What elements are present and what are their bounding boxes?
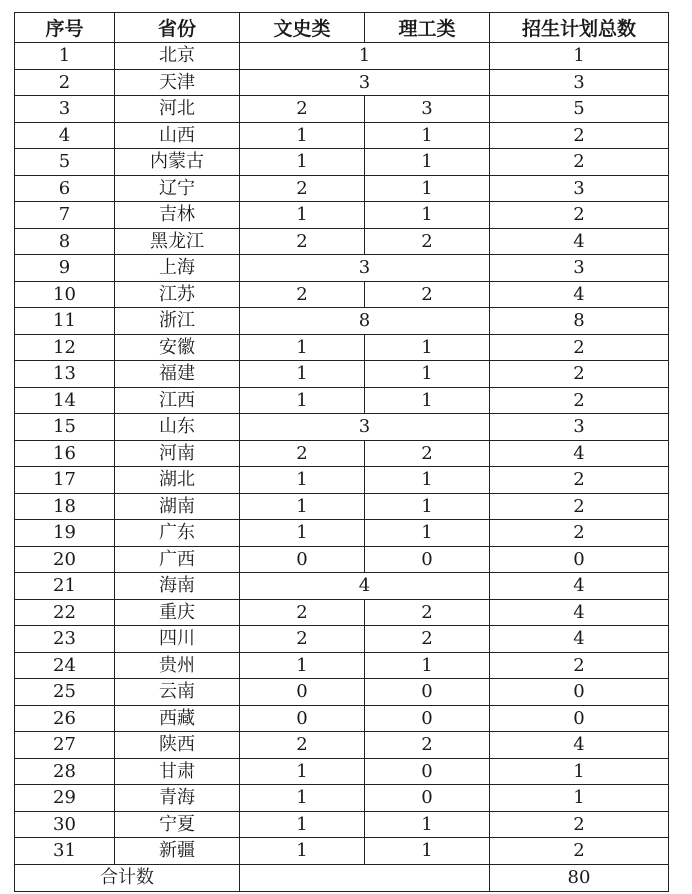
row-science-cell: 2 bbox=[365, 228, 490, 255]
row-total-cell: 1 bbox=[490, 758, 669, 785]
row-liberal-arts-cell: 2 bbox=[240, 440, 365, 467]
row-total-cell: 3 bbox=[490, 414, 669, 441]
row-total-cell: 4 bbox=[490, 228, 669, 255]
row-total-cell: 4 bbox=[490, 626, 669, 653]
row-liberal-arts-cell: 2 bbox=[240, 732, 365, 759]
row-province-cell: 山西 bbox=[115, 122, 240, 149]
total-empty-cell bbox=[240, 864, 490, 891]
row-liberal-arts-cell: 1 bbox=[240, 122, 365, 149]
table-row bbox=[15, 467, 669, 494]
row-science-cell: 1 bbox=[365, 202, 490, 229]
row-total-cell: 2 bbox=[490, 520, 669, 547]
row-total-cell: 3 bbox=[490, 255, 669, 282]
row-index-cell: 6 bbox=[15, 175, 115, 202]
row-province-cell: 河北 bbox=[115, 96, 240, 123]
row-index-cell: 12 bbox=[15, 334, 115, 361]
row-combined-plan-cell: 8 bbox=[240, 308, 490, 335]
header-index: 序号 bbox=[15, 13, 115, 43]
row-index-cell: 22 bbox=[15, 599, 115, 626]
table-row bbox=[15, 228, 669, 255]
row-total-cell: 3 bbox=[490, 175, 669, 202]
row-liberal-arts-cell: 1 bbox=[240, 758, 365, 785]
row-province-cell: 四川 bbox=[115, 626, 240, 653]
row-liberal-arts-cell: 1 bbox=[240, 493, 365, 520]
table-row bbox=[15, 493, 669, 520]
table-body bbox=[15, 43, 669, 865]
row-province-cell: 安徽 bbox=[115, 334, 240, 361]
row-province-cell: 海南 bbox=[115, 573, 240, 600]
row-province-cell: 湖北 bbox=[115, 467, 240, 494]
row-total-cell: 2 bbox=[490, 122, 669, 149]
row-liberal-arts-cell: 0 bbox=[240, 546, 365, 573]
row-liberal-arts-cell: 0 bbox=[240, 679, 365, 706]
row-province-cell: 新疆 bbox=[115, 838, 240, 865]
row-liberal-arts-cell: 1 bbox=[240, 202, 365, 229]
row-science-cell: 1 bbox=[365, 467, 490, 494]
table-row bbox=[15, 334, 669, 361]
row-index-cell: 7 bbox=[15, 202, 115, 229]
row-index-cell: 31 bbox=[15, 838, 115, 865]
row-total-cell: 2 bbox=[490, 361, 669, 388]
row-science-cell: 1 bbox=[365, 175, 490, 202]
row-province-cell: 山东 bbox=[115, 414, 240, 441]
row-total-cell: 8 bbox=[490, 308, 669, 335]
row-total-cell: 2 bbox=[490, 467, 669, 494]
row-science-cell: 1 bbox=[365, 520, 490, 547]
row-science-cell: 0 bbox=[365, 679, 490, 706]
table-row bbox=[15, 96, 669, 123]
table-row bbox=[15, 414, 669, 441]
table-row bbox=[15, 520, 669, 547]
row-total-cell: 0 bbox=[490, 546, 669, 573]
row-science-cell: 2 bbox=[365, 599, 490, 626]
row-liberal-arts-cell: 1 bbox=[240, 520, 365, 547]
row-index-cell: 3 bbox=[15, 96, 115, 123]
table-row bbox=[15, 811, 669, 838]
row-province-cell: 广西 bbox=[115, 546, 240, 573]
row-combined-plan-cell: 3 bbox=[240, 69, 490, 96]
table-row bbox=[15, 599, 669, 626]
row-total-cell: 2 bbox=[490, 387, 669, 414]
table-row bbox=[15, 308, 669, 335]
table-row bbox=[15, 149, 669, 176]
row-total-cell: 0 bbox=[490, 705, 669, 732]
row-province-cell: 青海 bbox=[115, 785, 240, 812]
row-liberal-arts-cell: 2 bbox=[240, 626, 365, 653]
row-index-cell: 14 bbox=[15, 387, 115, 414]
row-province-cell: 江西 bbox=[115, 387, 240, 414]
table-row bbox=[15, 626, 669, 653]
table-row bbox=[15, 652, 669, 679]
row-total-cell: 1 bbox=[490, 43, 669, 70]
row-combined-plan-cell: 4 bbox=[240, 573, 490, 600]
row-liberal-arts-cell: 1 bbox=[240, 149, 365, 176]
row-combined-plan-cell: 1 bbox=[240, 43, 490, 70]
row-total-cell: 2 bbox=[490, 652, 669, 679]
row-total-cell: 2 bbox=[490, 334, 669, 361]
total-value: 80 bbox=[490, 864, 669, 891]
table-row bbox=[15, 255, 669, 282]
row-index-cell: 4 bbox=[15, 122, 115, 149]
row-index-cell: 2 bbox=[15, 69, 115, 96]
row-science-cell: 2 bbox=[365, 440, 490, 467]
row-science-cell: 1 bbox=[365, 387, 490, 414]
row-liberal-arts-cell: 1 bbox=[240, 387, 365, 414]
row-index-cell: 27 bbox=[15, 732, 115, 759]
row-science-cell: 1 bbox=[365, 334, 490, 361]
row-liberal-arts-cell: 2 bbox=[240, 228, 365, 255]
row-province-cell: 浙江 bbox=[115, 308, 240, 335]
row-index-cell: 24 bbox=[15, 652, 115, 679]
row-province-cell: 江苏 bbox=[115, 281, 240, 308]
row-liberal-arts-cell: 1 bbox=[240, 467, 365, 494]
row-province-cell: 广东 bbox=[115, 520, 240, 547]
row-index-cell: 18 bbox=[15, 493, 115, 520]
row-index-cell: 29 bbox=[15, 785, 115, 812]
row-province-cell: 天津 bbox=[115, 69, 240, 96]
row-province-cell: 陕西 bbox=[115, 732, 240, 759]
table-total-row bbox=[15, 864, 669, 891]
header-science-engineering: 理工类 bbox=[365, 13, 490, 43]
row-total-cell: 4 bbox=[490, 732, 669, 759]
row-science-cell: 3 bbox=[365, 96, 490, 123]
row-science-cell: 0 bbox=[365, 758, 490, 785]
row-index-cell: 15 bbox=[15, 414, 115, 441]
table-row bbox=[15, 705, 669, 732]
row-total-cell: 2 bbox=[490, 149, 669, 176]
total-label: 合计数 bbox=[15, 864, 240, 891]
row-index-cell: 25 bbox=[15, 679, 115, 706]
row-index-cell: 8 bbox=[15, 228, 115, 255]
row-province-cell: 云南 bbox=[115, 679, 240, 706]
row-science-cell: 2 bbox=[365, 281, 490, 308]
row-index-cell: 30 bbox=[15, 811, 115, 838]
row-province-cell: 上海 bbox=[115, 255, 240, 282]
row-province-cell: 北京 bbox=[115, 43, 240, 70]
table-row bbox=[15, 785, 669, 812]
table-row bbox=[15, 679, 669, 706]
row-total-cell: 4 bbox=[490, 281, 669, 308]
row-total-cell: 4 bbox=[490, 440, 669, 467]
row-science-cell: 2 bbox=[365, 732, 490, 759]
row-liberal-arts-cell: 1 bbox=[240, 361, 365, 388]
row-science-cell: 2 bbox=[365, 626, 490, 653]
row-science-cell: 0 bbox=[365, 785, 490, 812]
row-total-cell: 5 bbox=[490, 96, 669, 123]
row-science-cell: 0 bbox=[365, 705, 490, 732]
row-total-cell: 2 bbox=[490, 493, 669, 520]
row-index-cell: 20 bbox=[15, 546, 115, 573]
row-total-cell: 2 bbox=[490, 811, 669, 838]
table-row bbox=[15, 202, 669, 229]
row-index-cell: 28 bbox=[15, 758, 115, 785]
table-row bbox=[15, 838, 669, 865]
row-liberal-arts-cell: 2 bbox=[240, 599, 365, 626]
row-science-cell: 0 bbox=[365, 546, 490, 573]
row-province-cell: 甘肃 bbox=[115, 758, 240, 785]
header-liberal-arts: 文史类 bbox=[240, 13, 365, 43]
table-row bbox=[15, 387, 669, 414]
row-liberal-arts-cell: 2 bbox=[240, 96, 365, 123]
row-index-cell: 5 bbox=[15, 149, 115, 176]
table-row bbox=[15, 758, 669, 785]
row-liberal-arts-cell: 1 bbox=[240, 652, 365, 679]
row-index-cell: 13 bbox=[15, 361, 115, 388]
row-total-cell: 4 bbox=[490, 573, 669, 600]
row-index-cell: 10 bbox=[15, 281, 115, 308]
row-province-cell: 河南 bbox=[115, 440, 240, 467]
header-province: 省份 bbox=[115, 13, 240, 43]
table-row bbox=[15, 43, 669, 70]
row-liberal-arts-cell: 0 bbox=[240, 705, 365, 732]
row-total-cell: 4 bbox=[490, 599, 669, 626]
row-index-cell: 23 bbox=[15, 626, 115, 653]
row-liberal-arts-cell: 1 bbox=[240, 811, 365, 838]
row-total-cell: 3 bbox=[490, 69, 669, 96]
row-liberal-arts-cell: 2 bbox=[240, 175, 365, 202]
row-science-cell: 1 bbox=[365, 361, 490, 388]
table-row bbox=[15, 732, 669, 759]
header-total-plan: 招生计划总数 bbox=[490, 13, 669, 43]
row-total-cell: 2 bbox=[490, 202, 669, 229]
row-index-cell: 1 bbox=[15, 43, 115, 70]
row-liberal-arts-cell: 1 bbox=[240, 334, 365, 361]
row-province-cell: 贵州 bbox=[115, 652, 240, 679]
row-science-cell: 1 bbox=[365, 122, 490, 149]
row-liberal-arts-cell: 1 bbox=[240, 785, 365, 812]
row-province-cell: 辽宁 bbox=[115, 175, 240, 202]
table-row bbox=[15, 361, 669, 388]
table-row bbox=[15, 175, 669, 202]
row-province-cell: 黑龙江 bbox=[115, 228, 240, 255]
table-row bbox=[15, 69, 669, 96]
row-index-cell: 26 bbox=[15, 705, 115, 732]
row-science-cell: 1 bbox=[365, 652, 490, 679]
row-province-cell: 宁夏 bbox=[115, 811, 240, 838]
row-index-cell: 21 bbox=[15, 573, 115, 600]
row-province-cell: 吉林 bbox=[115, 202, 240, 229]
row-science-cell: 1 bbox=[365, 149, 490, 176]
table-row bbox=[15, 281, 669, 308]
row-province-cell: 湖南 bbox=[115, 493, 240, 520]
row-index-cell: 11 bbox=[15, 308, 115, 335]
table-row bbox=[15, 573, 669, 600]
row-science-cell: 1 bbox=[365, 838, 490, 865]
row-index-cell: 19 bbox=[15, 520, 115, 547]
row-total-cell: 0 bbox=[490, 679, 669, 706]
row-index-cell: 17 bbox=[15, 467, 115, 494]
row-province-cell: 内蒙古 bbox=[115, 149, 240, 176]
row-liberal-arts-cell: 1 bbox=[240, 838, 365, 865]
enrollment-plan-document bbox=[14, 12, 669, 892]
row-index-cell: 16 bbox=[15, 440, 115, 467]
row-province-cell: 重庆 bbox=[115, 599, 240, 626]
row-province-cell: 福建 bbox=[115, 361, 240, 388]
row-combined-plan-cell: 3 bbox=[240, 255, 490, 282]
enrollment-plan-table bbox=[14, 12, 669, 892]
row-science-cell: 1 bbox=[365, 811, 490, 838]
table-row bbox=[15, 546, 669, 573]
row-total-cell: 2 bbox=[490, 838, 669, 865]
row-science-cell: 1 bbox=[365, 493, 490, 520]
row-index-cell: 9 bbox=[15, 255, 115, 282]
row-province-cell: 西藏 bbox=[115, 705, 240, 732]
row-total-cell: 1 bbox=[490, 785, 669, 812]
table-row bbox=[15, 440, 669, 467]
table-header-row bbox=[15, 13, 669, 43]
table-row bbox=[15, 122, 669, 149]
row-combined-plan-cell: 3 bbox=[240, 414, 490, 441]
row-liberal-arts-cell: 2 bbox=[240, 281, 365, 308]
